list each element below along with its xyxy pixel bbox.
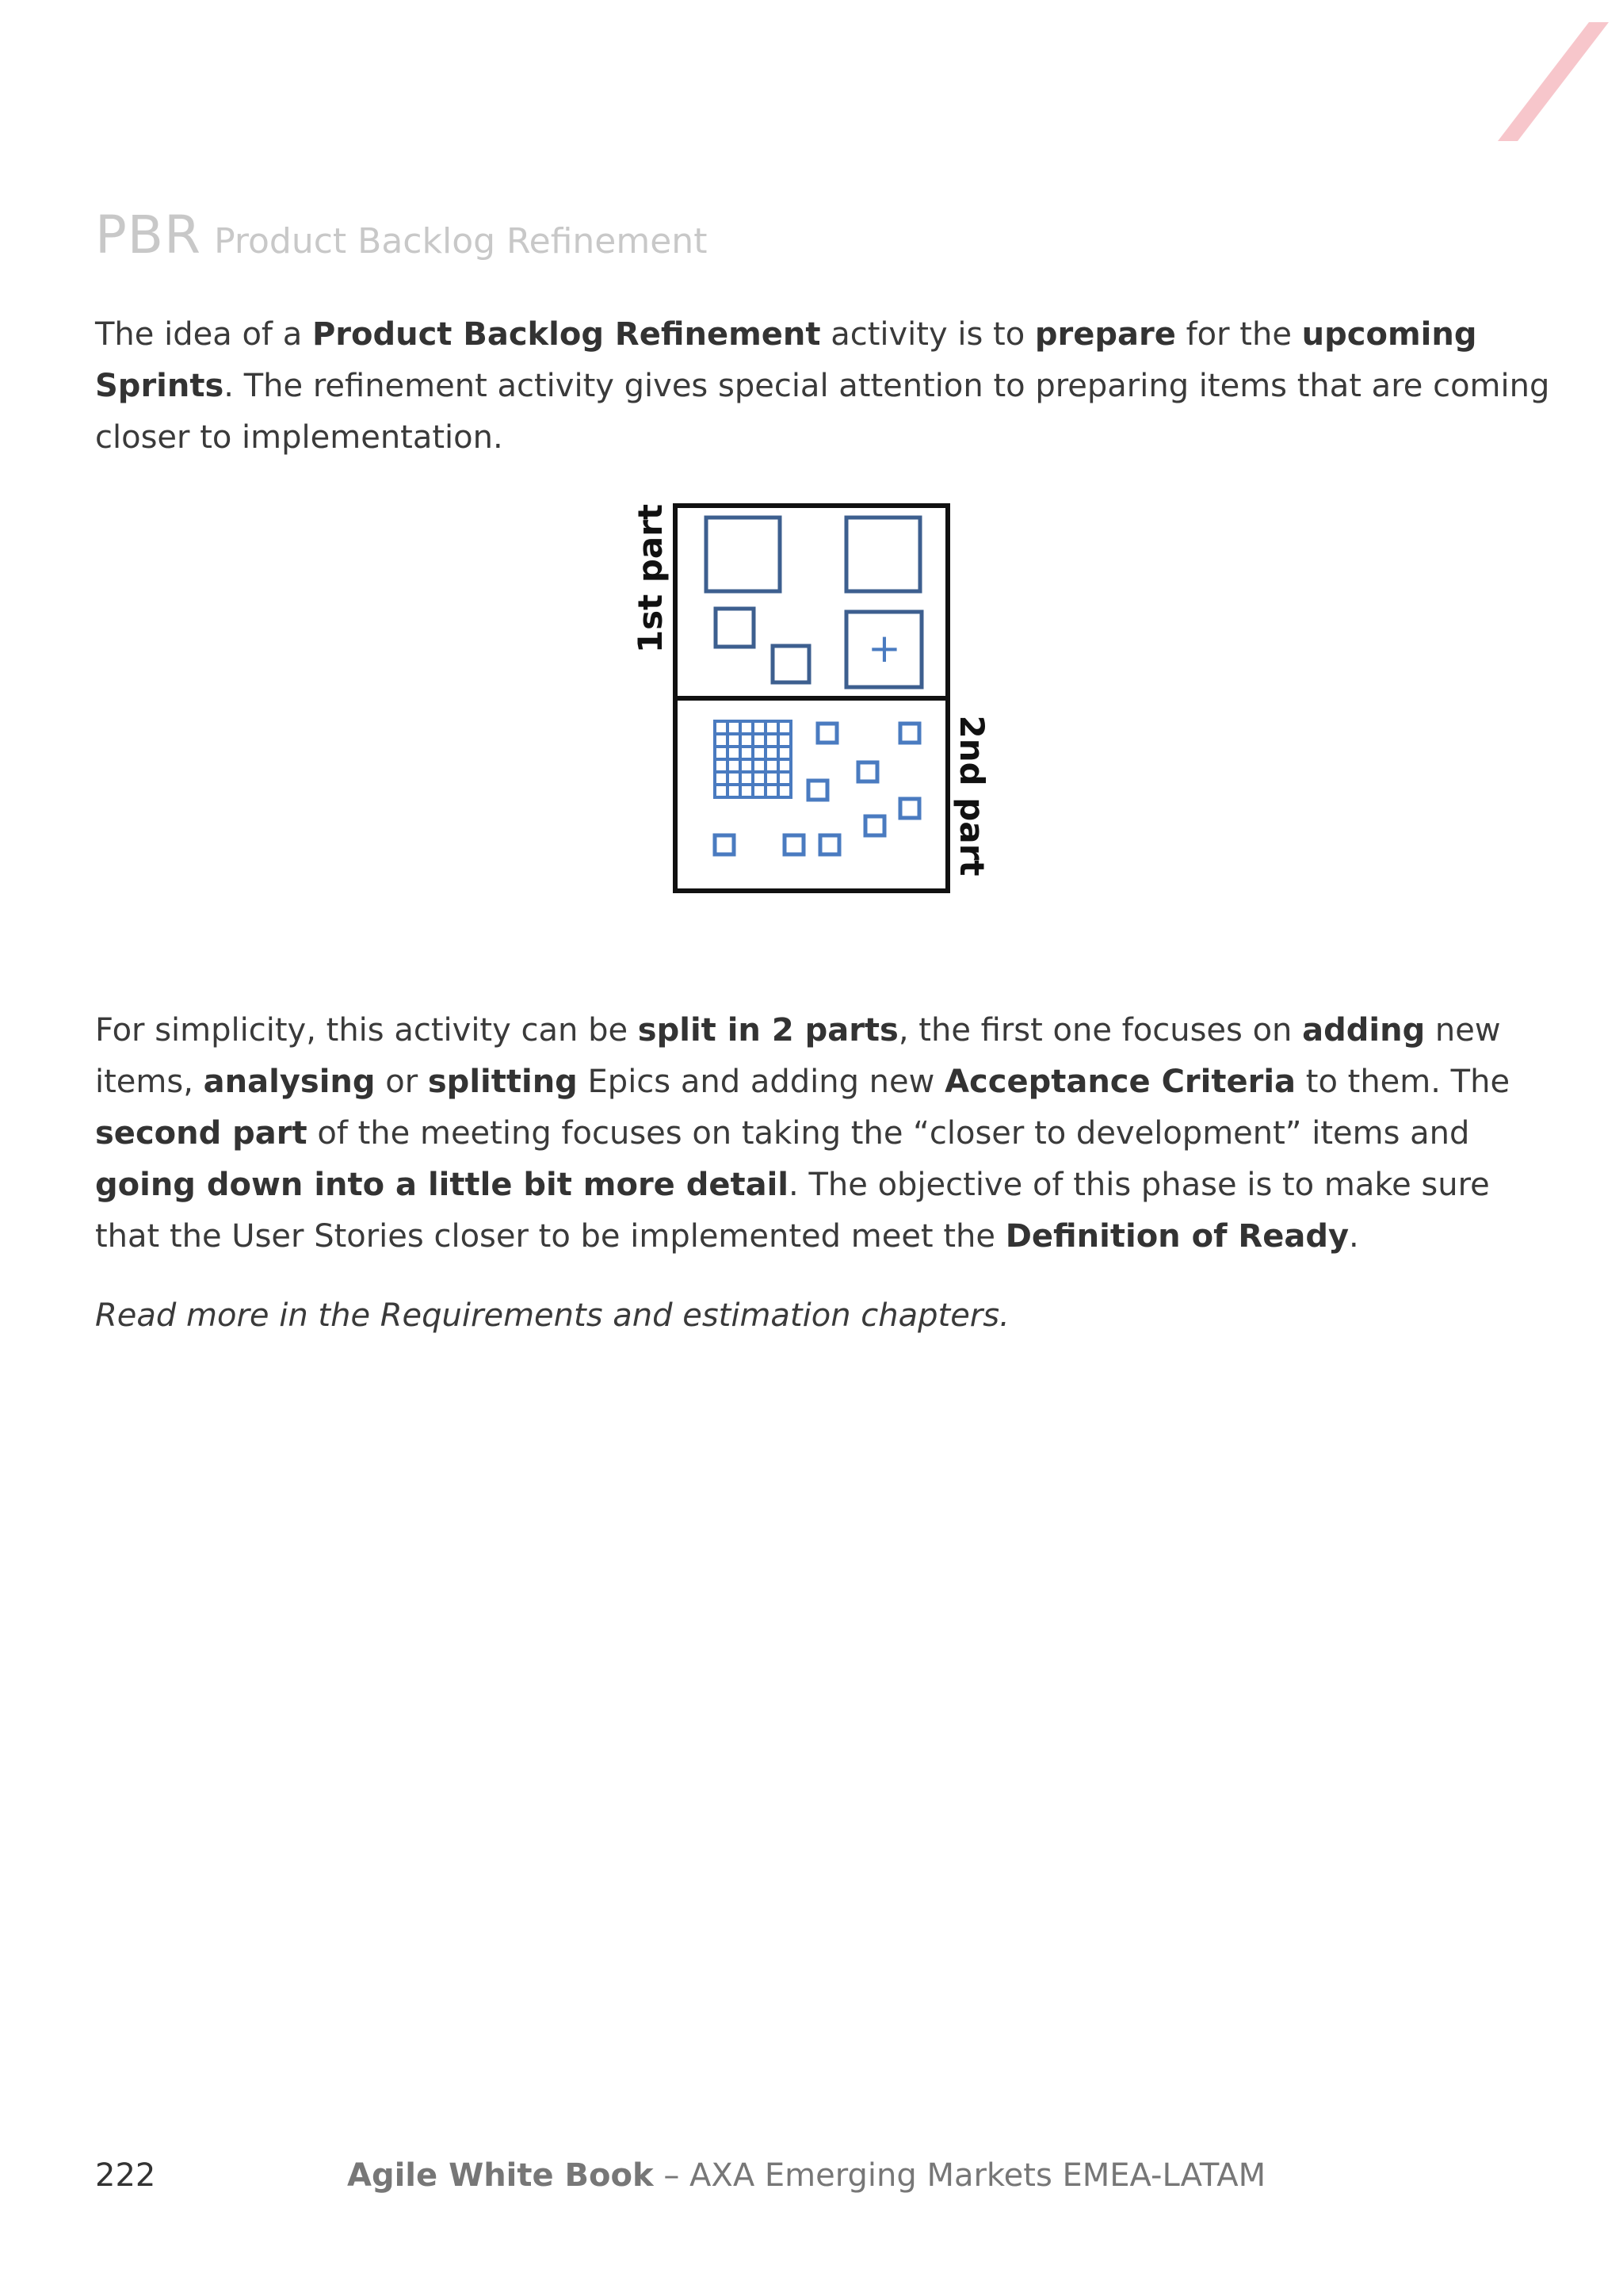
footer-subtitle: AXA Emerging Markets EMEA-LATAM [689,2157,1266,2194]
intro-run-0: The idea of a [95,316,312,353]
intro-run-5: upcoming Sprints [95,316,1477,404]
explain-run-5: analysing [203,1064,376,1100]
intro-run-6: . The refinement activity gives special attention to preparing items that are coming closer to implementation. [95,368,1550,456]
explain-run-3: adding [1302,1012,1426,1049]
explain-run-4: new items, [95,1012,1501,1100]
label-second-part: 2nd part [953,715,991,877]
heading-abbreviation: PBR [95,204,201,266]
footer-book-title: Agile White Book [347,2157,654,2194]
footer-title [347,2157,1266,2194]
intro-run-3: prepare [1034,316,1176,353]
pbr-two-part-diagram [626,490,999,902]
explain-run-12: of the meeting focuses on taking the “closer to development” items and [307,1115,1470,1152]
read-more-note: Read more in the Requirements and estimation chapters. [95,1297,1010,1334]
explain-run-10: to them. The [1296,1064,1510,1100]
page-footer [0,2157,1623,2205]
second-part-items [715,724,919,854]
explain-run-6: or [375,1064,428,1100]
grid-icon [715,721,791,797]
intro-run-2: activity is to [820,316,1035,353]
explain-run-9: Acceptance Criteria [945,1064,1296,1100]
explain-run-13: going down into a little bit more detail [95,1167,789,1203]
intro-paragraph [95,309,1553,464]
explain-run-16: . [1349,1218,1359,1255]
page-number: 222 [95,2157,156,2194]
intro-run-4: for the [1175,316,1302,353]
explain-run-11: second part [95,1115,307,1152]
label-first-part: 1st part [631,503,670,654]
intro-run-1: Product Backlog Refinement [311,316,821,353]
footer-separator: – [653,2157,690,2194]
explain-run-1: split in 2 parts [637,1012,899,1049]
heading-full-title: Product Backlog Refinement [214,221,708,262]
explain-run-2: , the first one focuses on [898,1012,1303,1049]
explain-run-14: . The objective of this phase is to make sure that the User Stories closer to be implemented meet the [95,1167,1490,1255]
plus-icon: + [868,625,901,671]
explain-run-7: splitting [427,1064,578,1100]
corner-accent-stripe [1498,22,1609,141]
explain-run-8: Epics and adding new [577,1064,945,1100]
explain-run-0: For simplicity, this activity can be [95,1012,638,1049]
explain-run-15: Definition of Ready [1005,1218,1350,1255]
section-heading [95,204,707,266]
explanation-paragraph [95,1005,1553,1263]
